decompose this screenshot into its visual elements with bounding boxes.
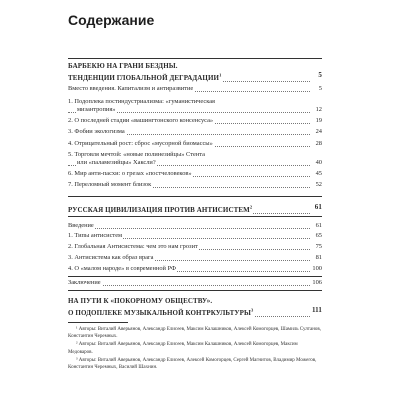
section-heading[interactable] [68, 297, 322, 318]
footnotes [68, 326, 322, 372]
page-number: 75 [315, 243, 322, 250]
page-title: Содержание [68, 12, 155, 28]
footnote: ¹ Авторы: Виталий Аверьянов, Александр Елисеев, Максим Калашников, Алексей Комогорцев, Шамиль Султанов, Константин Черемных. [68, 327, 322, 340]
toc-entry-title: 3. Фобии экологизма [68, 128, 125, 135]
footnote-marker: 1 [219, 73, 222, 78]
toc-entry-title: или «паламезийцы» Хаксли? [77, 159, 156, 166]
section-divider [68, 276, 322, 277]
page-number: 12 [315, 106, 322, 113]
page-number: 24 [315, 128, 322, 135]
section-divider [68, 290, 322, 291]
page-number: 40 [315, 159, 322, 166]
section-heading-line: О ПОДОПЛЕКЕ МУЗЫКАЛЬНОЙ КОНТРКУЛЬТУРЫ [68, 309, 251, 318]
toc-entry[interactable] [68, 279, 322, 287]
toc-entry-title: 1. Подоплека постиндустриализма: «гуманистическая [68, 98, 215, 105]
page-number: 52 [315, 181, 322, 188]
toc-entry[interactable] [68, 140, 322, 148]
toc-entry-title: 2. О последней стадии «вашингтонского консенсуса» [68, 117, 214, 124]
leader-dots [68, 228, 310, 229]
toc-entry[interactable] [68, 265, 322, 273]
page-number: 106 [312, 279, 322, 286]
page-number: 81 [315, 254, 322, 261]
section-divider [68, 58, 322, 59]
toc-entry-title: 5. Торговля мечтой: «новые полинезийцы» Стента [68, 151, 205, 158]
toc-entry-title: 3. Антисистема как образ врага [68, 254, 154, 261]
section-divider [68, 216, 322, 217]
page-number: 61 [314, 203, 322, 211]
footnote-marker: 3 [250, 308, 254, 313]
toc-entry-title: 4. Отрицательный рост: сброс «мусорной биомассы» [68, 140, 213, 147]
toc-entry-title: 4. О «малом народе» в современной РФ [68, 265, 177, 272]
page-number: 65 [315, 232, 322, 239]
toc-entry-title: 2. Глобальная Антисистема: чем это нам грозит [68, 243, 198, 250]
toc-entry[interactable] [68, 117, 322, 125]
toc-entry[interactable] [68, 243, 322, 251]
page-number: 28 [315, 140, 322, 147]
toc-entry-title: 6. Мир анти-пасхи: о грезах «постчеловеков» [68, 170, 192, 177]
toc-entry[interactable] [68, 98, 322, 114]
toc-entry-title: мизантропия» [77, 106, 116, 113]
toc-entry-title: 7. Переломный момент близок [68, 181, 152, 188]
section-heading-line: БАРБЕКЮ НА ГРАНИ БЕЗДНЫ. [68, 62, 178, 70]
toc-entry-title: 1. Типы антисистем [68, 232, 123, 239]
page-number: 100 [312, 265, 322, 272]
toc-entry[interactable] [68, 151, 322, 167]
section-divider [68, 196, 322, 197]
page-number: 5 [318, 85, 322, 92]
toc-entry[interactable] [68, 232, 322, 240]
footnote-divider [68, 322, 128, 323]
page-number: 45 [315, 170, 322, 177]
toc-entry[interactable] [68, 181, 322, 189]
section-heading-line: НА ПУТИ К «ПОКОРНОМУ ОБЩЕСТВУ». [68, 297, 213, 305]
footnote: ³ Авторы: Виталий Аверьянов, Александр Елисеев, Алексей Комогорцев, Сергей Магнитов, Владимир Можегов, Константин Черемных, Василий Шахнин. [68, 357, 317, 371]
section-heading-line: РУССКАЯ ЦИВИЛИЗАЦИЯ ПРОТИВ АНТИСИСТЕМ [68, 206, 250, 215]
toc-entry-title: Введение [68, 222, 94, 229]
footnote: ² Авторы: Виталий Аверьянов, Александр Елисеев, Максим Калашников, Алексей Комогорцев, Максим Медоваров. [68, 342, 298, 355]
leader-dots [68, 285, 310, 286]
toc-entry[interactable] [68, 170, 322, 178]
page-number: 61 [315, 222, 322, 229]
toc-entry[interactable] [68, 254, 322, 262]
page-number: 19 [315, 117, 322, 124]
section-heading-line: ТЕНДЕНЦИИ ГЛОБАЛЬНОЙ ДЕГРАДАЦИИ$^1$ 5 [68, 71, 322, 83]
footnote-marker: 2 [249, 205, 253, 210]
section-heading[interactable] [68, 62, 322, 83]
toc-entry[interactable] [68, 85, 322, 93]
section-heading[interactable] [68, 203, 322, 215]
page-number: 111 [311, 306, 322, 314]
toc-entry-title: Вместо введения. Капитализм и антиразвитие [68, 85, 194, 92]
page-number: 5 [318, 71, 322, 79]
toc-entry[interactable] [68, 128, 322, 136]
toc-entry-title: Заключение [68, 279, 101, 286]
toc-entry[interactable] [68, 222, 322, 230]
